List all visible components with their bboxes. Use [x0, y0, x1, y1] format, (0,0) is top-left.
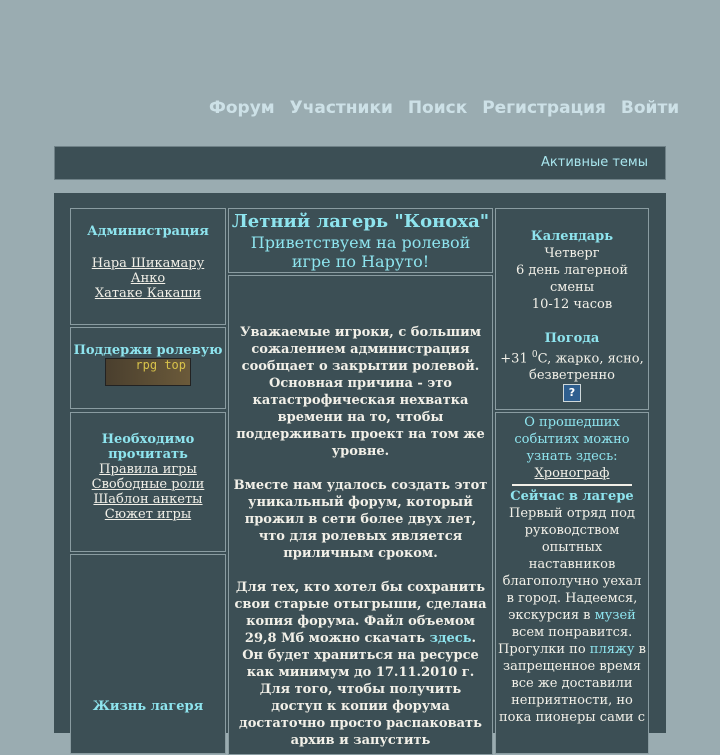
chronograph-link[interactable]: Хронограф	[534, 466, 610, 481]
events-panel	[495, 412, 649, 754]
header-panel	[228, 208, 493, 273]
nav-forum-link[interactable]: Форум	[209, 98, 275, 118]
calendar-camp-day: 6 день лагерной смены	[516, 263, 628, 295]
free-roles-link[interactable]: Свободные роли	[91, 477, 205, 492]
admin-title: Администрация	[87, 224, 209, 239]
profile-template-link[interactable]: Шаблон анкеты	[93, 492, 203, 507]
admin-member-link[interactable]: Анко	[130, 271, 166, 286]
support-panel	[70, 327, 226, 409]
must-read-title: Необходимо прочитать	[101, 432, 195, 462]
calendar-time: 10-12 часов	[531, 297, 613, 312]
nav-register-link[interactable]: Регистрация	[482, 98, 606, 118]
camp-life-panel	[70, 554, 226, 754]
plot-link[interactable]: Сюжет игры	[104, 507, 192, 522]
now-in-camp-text: Первый отряд под руководством опытных наставников благополучно уехал в город. Надеемся, экскурсия в музей всем понравится. Прогулки по пляжу в запрещенное время все же доставили неприятности, но пока пионеры сами с	[498, 506, 646, 725]
rpg-top-banner[interactable]: rpg top	[105, 358, 191, 386]
nav-members-link[interactable]: Участники	[289, 98, 393, 118]
download-link[interactable]: здесь	[429, 631, 472, 646]
admin-member-link[interactable]: Нара Шикамару	[91, 256, 205, 271]
weather-title: Погода	[544, 331, 600, 346]
weather-info: +31 $^0$C, жарко, ясно, безветренно	[500, 350, 644, 384]
active-topics-link[interactable]: Активные темы	[541, 155, 648, 170]
page-title: Летний лагерь "Коноха"	[231, 211, 490, 232]
now-in-camp-title: Сейчас в лагере	[510, 489, 634, 504]
beach-link[interactable]: пляжу	[589, 642, 635, 657]
admin-panel	[70, 208, 226, 325]
page-subtitle: Приветствуем на ролевой игре по Наруто!	[250, 233, 471, 271]
rules-link[interactable]: Правила игры	[99, 462, 197, 477]
announcement-paragraph: Для тех, кто хотел бы сохранить свои старые отыгрыши, сделана копия форума. Файл объемом 29,8 Мб можно скачать здесь. Он будет храниться на ресурсе как минимум до 17.11.2010 г. Для того, чтобы получить доступ к копии форума достаточно просто распаковать архив и запустить	[234, 580, 487, 748]
calendar-day: Четверг	[544, 246, 600, 261]
admin-member-link[interactable]: Хатаке Какаши	[94, 286, 202, 301]
forum-toolbar	[54, 146, 666, 180]
calendar-panel	[495, 208, 649, 410]
calendar-title: Календарь	[530, 229, 614, 244]
divider	[512, 484, 632, 486]
weather-help-button[interactable]: ?	[563, 384, 581, 402]
nav-search-link[interactable]: Поиск	[407, 98, 468, 118]
museum-link[interactable]: музей	[594, 608, 636, 623]
camp-life-title: Жизнь лагеря	[92, 699, 204, 714]
nav-login-link[interactable]: Войти	[620, 98, 680, 118]
announcement-paragraph: Уважаемые игроки, с большим сожалением администрация сообщает о закрытии ролевой. Основная причина - это катастрофическая нехватка времени на то, чтобы поддерживать проект на том же уровне.	[236, 325, 485, 459]
must-read-panel	[70, 412, 226, 552]
announcement-paragraph: Вместе нам удалось создать этот уникальный форум, который прожил в сети более двух лет, что для ролевых является приличным сроком.	[233, 478, 488, 561]
announcement-panel	[228, 275, 493, 755]
support-title: Поддержи ролевую	[73, 343, 223, 358]
top-navigation	[209, 98, 688, 118]
forum-main-frame	[54, 193, 666, 748]
events-intro: О прошедших событиях можно узнать здесь:	[514, 415, 630, 464]
